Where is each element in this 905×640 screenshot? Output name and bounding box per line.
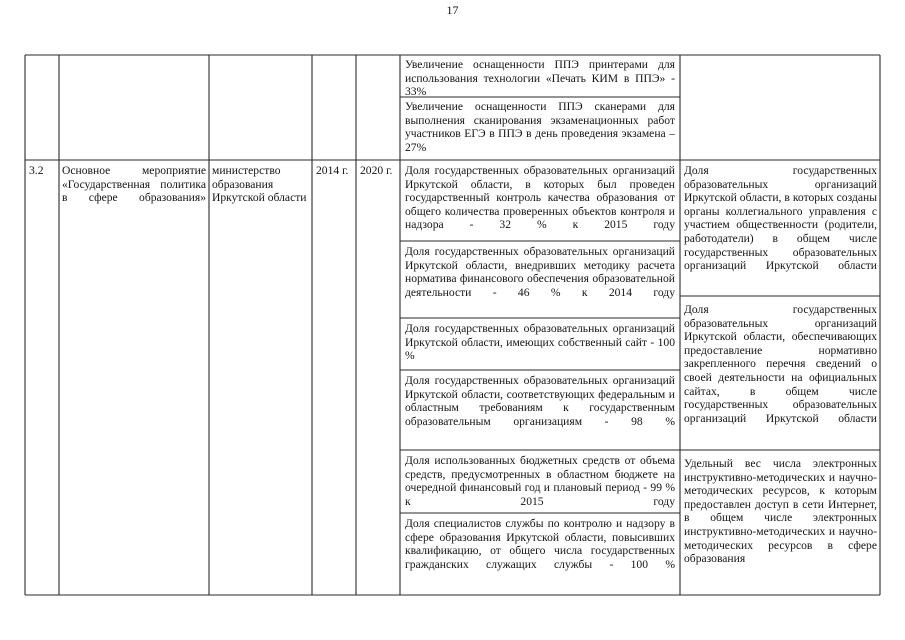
program-indicator: Доля государственных образовательных организаций Иркутской области, обеспечивающих предоставление нормативно закрепленного перечня сведений о своей деятельности на официальных сайтах, в общем числе государственных образовательных организаций Иркутской области <box>684 303 877 425</box>
end-year: 2020 г. <box>360 164 393 177</box>
continued-indicator: Увеличение оснащенности ППЭ сканерами для выполнения сканирования экзаменационных работ участников ЕГЭ в ППЭ в день проведения экзамена – 27% <box>405 100 675 154</box>
page-number: 17 <box>446 3 459 17</box>
indicator: Доля государственных образовательных организаций Иркутской области, в которых был проведен государственный контроль качества образования от общего количества проверенных объектов контроля и надзора - 32 % к 2015 году <box>405 164 675 232</box>
start-year: 2014 г. <box>316 164 349 177</box>
indicator: Доля государственных образовательных организаций Иркутской области, соответствующих федеральным и областным требованиям к государственным образовательным организациям - 98 % <box>405 374 675 428</box>
continued-indicator: Увеличение оснащенности ППЭ принтерами для использования технологии «Печать КИМ в ППЭ» - 33% <box>405 58 675 99</box>
executor: министерство образования Иркутской области <box>212 164 307 205</box>
indicator: Доля использованных бюджетных средств от объема средств, предусмотренных в областном бюджете на очередной финансовый год и плановый период - 99 % к 2015 году <box>405 454 675 508</box>
program-indicator: Доля государственных образовательных организаций Иркутской области, в которых созданы органы коллегиального управления с участием общественности (родители, работодатели) в общем числе государственных образовательных организаций Иркутской области <box>684 164 877 273</box>
indicator: Доля государственных образовательных организаций Иркутской области, внедривших методику расчета норматива финансового обеспечения образовательной деятельности - 46 % к 2014 году <box>405 245 675 299</box>
indicator: Доля специалистов службы по контролю и надзору в сфере образования Иркутской области, повысивших квалификацию, от общего числа государственных гражданских служащих службы - 100 % <box>405 517 675 571</box>
row-number: 3.2 <box>29 164 44 177</box>
program-indicator: Удельный вес числа электронных инструктивно-методических и научно-методических ресурсов, к которым предоставлен доступ в сети Интернет, в общем числе электронных инструктивно-методических и научно-методических ресурсов в сфере образования <box>684 457 877 566</box>
indicator: Доля государственных образовательных организаций Иркутской области, имеющих собственный сайт - 100 % <box>405 322 675 363</box>
activity-name: Основное мероприятие «Государственная политика в сфере образования» <box>62 164 206 205</box>
